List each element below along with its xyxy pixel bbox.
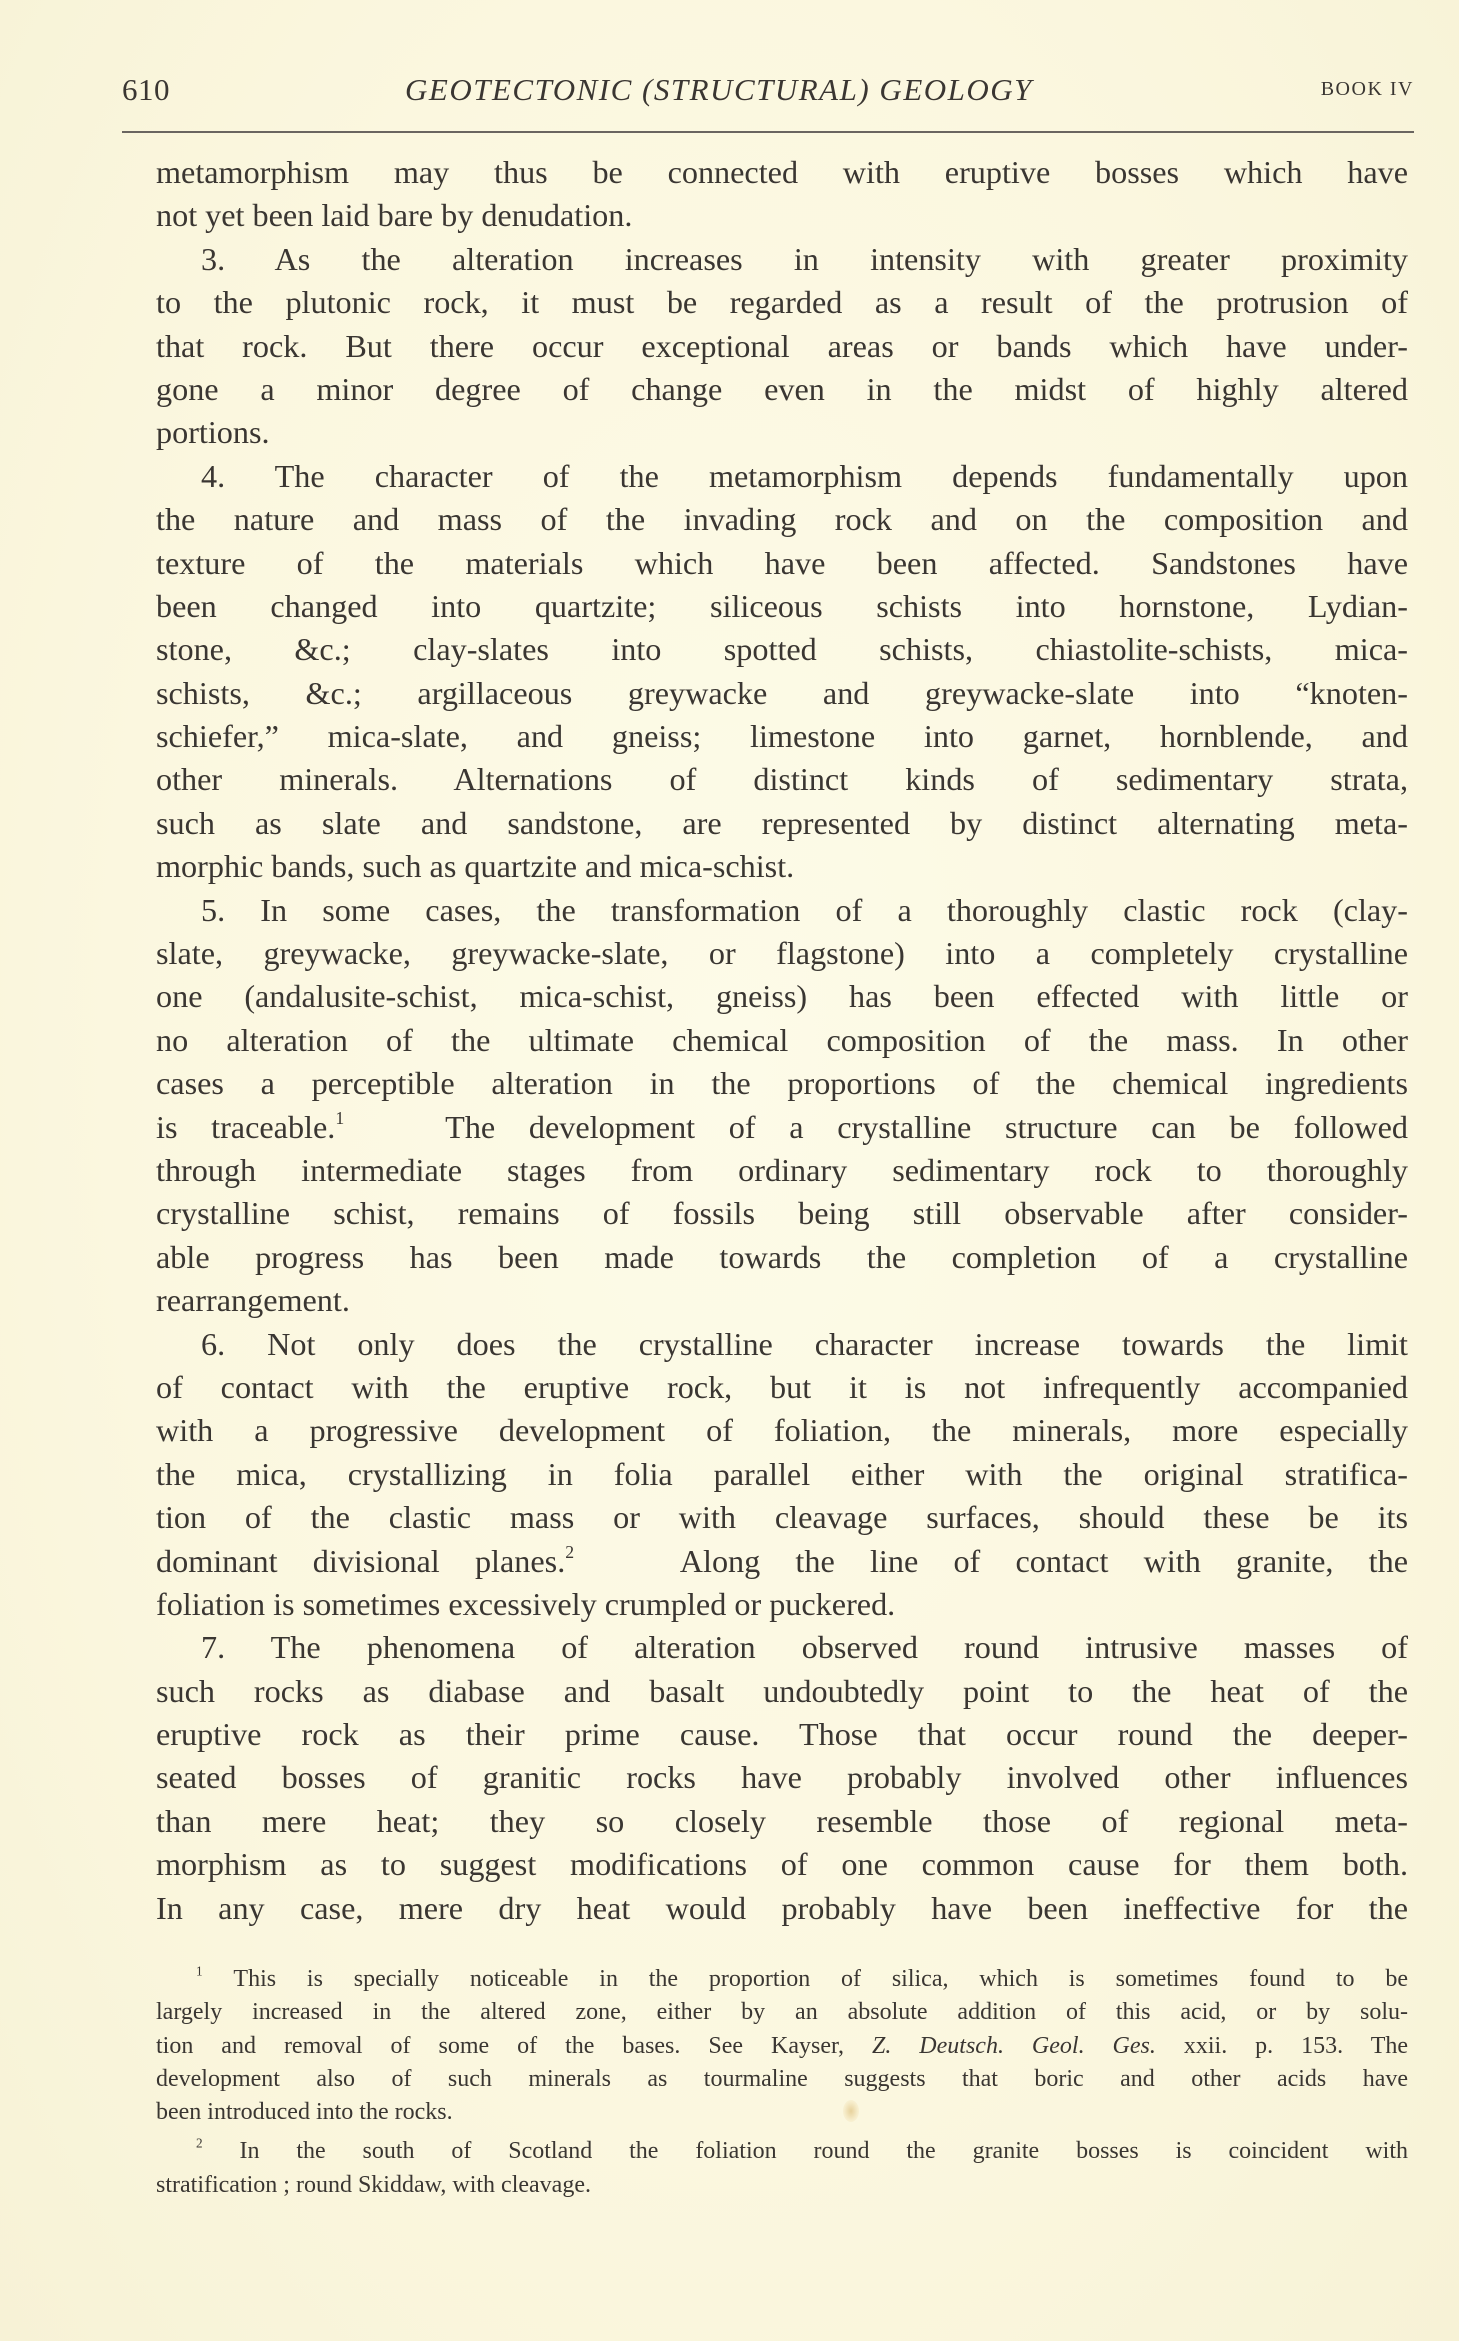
text-line: to the plutonic rock, it must be regarded as a result of the protrusion of xyxy=(156,284,1408,321)
citation-journal: Z. Deutsch. Geol. Ges. xyxy=(871,2032,1156,2059)
paragraph-7-start: 7. The phenomena of alteration observed round intrusive masses of xyxy=(201,1629,1408,1666)
text-line: schists, &c.; argillaceous greywacke and greywacke-slate into “knoten- xyxy=(156,674,1408,711)
text-line: schiefer,” mica-slate, and gneiss; limestone into garnet, hornblende, and xyxy=(156,718,1408,755)
text-line: the nature and mass of the invading rock and on the composition and xyxy=(156,501,1408,538)
text-line: foliation is sometimes excessively crumpled or puckered. xyxy=(156,1585,896,1622)
footnote-2: $^2$ In the south of Scotland the foliation round the granite bosses is coincident with stratification ; round Skiddaw, with cleavage. xyxy=(156,2135,1408,2198)
running-head xyxy=(122,68,1414,118)
text-line: such as slate and sandstone, are represented by distinct alternating meta- xyxy=(156,804,1408,841)
text-line: stone, &c.; clay-slates into spotted schists, chiastolite-schists, mica- xyxy=(156,631,1408,668)
text-line: the mica, crystallizing in folia parallel either with the original stratifica- xyxy=(156,1455,1408,1492)
header-rule xyxy=(122,131,1414,133)
text-line: eruptive rock as their prime cause. Those that occur round the deeper- xyxy=(156,1716,1408,1753)
text-line: rearrangement. xyxy=(156,1282,350,1319)
text-line: portions. xyxy=(156,414,270,451)
text-line: gone a minor degree of change even in the midst of highly altered xyxy=(156,370,1408,407)
text-line: seated bosses of granitic rocks have probably involved other influences xyxy=(156,1759,1408,1796)
text-line-with-footnote-2: dominant divisional planes.$^2$ Along the line of contact with granite, the xyxy=(156,1541,1408,1579)
text-line: that rock. But there occur exceptional areas or bands which have under- xyxy=(156,327,1408,364)
text-line: morphic bands, such as quartzite and mica-schist. xyxy=(156,848,795,885)
text-line: one (andalusite-schist, mica-schist, gneiss) has been effected with little or xyxy=(156,978,1408,1015)
text-line-with-footnote-1: is traceable.$^1$ The development of a crystalline structure can be followed xyxy=(156,1107,1408,1145)
paragraph-5-start: 5. In some cases, the transformation of a thoroughly clastic rock (clay- xyxy=(201,891,1408,928)
text-line: texture of the materials which have been affected. Sandstones have xyxy=(156,544,1408,581)
text-line: morphism as to suggest modifications of one common cause for them both. xyxy=(156,1846,1408,1883)
text-line: able progress has been made towards the completion of a crystalline xyxy=(156,1238,1408,1275)
text-line: cases a perceptible alteration in the proportions of the chemical ingredients xyxy=(156,1065,1408,1102)
footnotes xyxy=(156,1963,1408,2202)
paragraph-4-start: 4. The character of the metamorphism depends fundamentally upon xyxy=(201,457,1408,494)
text-line: crystalline schist, remains of fossils being still observable after consider- xyxy=(156,1195,1408,1232)
footnote-marker-2: 2 xyxy=(196,2135,203,2151)
footnote-ref-2[interactable]: 2 xyxy=(565,1541,575,1562)
text-line: been changed into quartzite; siliceous schists into hornstone, Lydian- xyxy=(156,587,1408,624)
book-label: BOOK IV xyxy=(1320,78,1414,100)
page-number: 610 xyxy=(122,72,170,107)
paper-stain xyxy=(843,2100,859,2122)
footnote-marker-1: 1 xyxy=(196,1963,203,1979)
footnote-ref-1[interactable]: 1 xyxy=(335,1107,345,1128)
chapter-title: GEOTECTONIC (STRUCTURAL) GEOLOGY xyxy=(405,72,1033,107)
text-line: through intermediate stages from ordinary sedimentary rock to thoroughly xyxy=(156,1151,1408,1188)
text-line: such rocks as diabase and basalt undoubtedly point to the heat of the xyxy=(156,1672,1408,1709)
footnote-1: $^1$ This is specially noticeable in the proportion of silica, which is sometimes found to be largely increased in the altered zone, either by an absolute addition of this acid, or by solu- tion and removal of some of the bases. See Kayser, Z. Deutsch. Geol. Ges. xxii. p. 153. The development also of such minerals as tourmaline suggests that boric and other acids have been introduced into the rocks. xyxy=(156,1963,1409,2126)
body-text xyxy=(156,151,1408,1930)
paragraph-6-start: 6. Not only does the crystalline character increase towards the limit xyxy=(201,1325,1408,1362)
text-line: tion of the clastic mass or with cleavage surfaces, should these be its xyxy=(156,1499,1408,1536)
paragraph-3-start: 3. As the alteration increases in intensity with greater proximity xyxy=(201,240,1408,277)
text-line: no alteration of the ultimate chemical composition of the mass. In other xyxy=(156,1021,1408,1058)
text-line: other minerals. Alternations of distinct kinds of sedimentary strata, xyxy=(156,761,1408,798)
text-line: not yet been laid bare by denudation. xyxy=(156,197,633,234)
text-line: than mere heat; they so closely resemble those of regional meta- xyxy=(156,1802,1408,1839)
text-line: In any case, mere dry heat would probably have been ineffective for the xyxy=(156,1889,1408,1926)
text-line: of contact with the eruptive rock, but it is not infrequently accompanied xyxy=(156,1368,1408,1405)
text-line: with a progressive development of foliation, the minerals, more especially xyxy=(156,1412,1408,1449)
text-line: slate, greywacke, greywacke-slate, or flagstone) into a completely crystalline xyxy=(156,935,1408,972)
text-line: metamorphism may thus be connected with eruptive bosses which have xyxy=(156,154,1408,190)
